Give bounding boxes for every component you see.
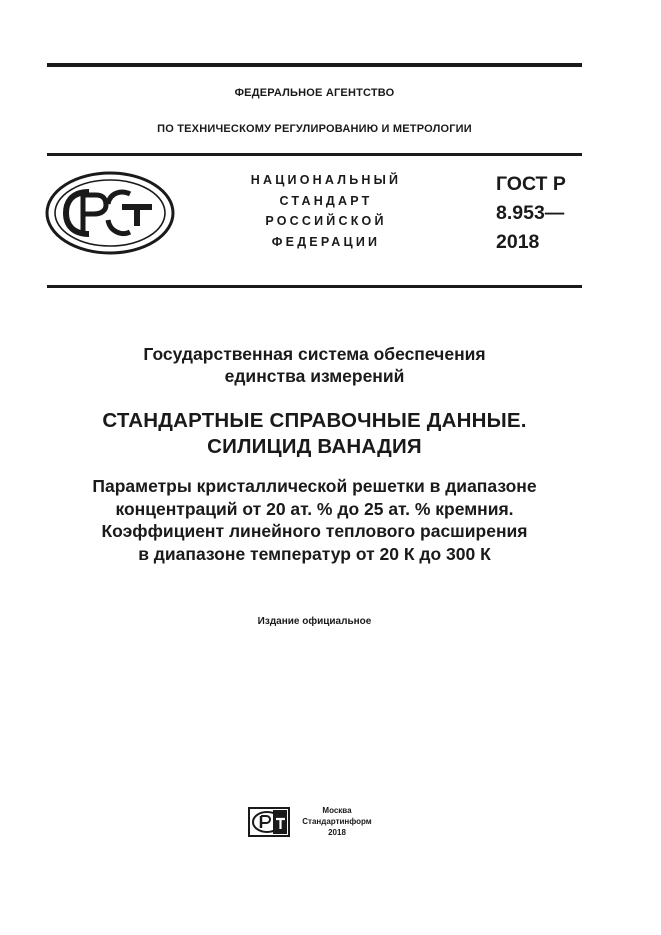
agency-name-line2: ПО ТЕХНИЧЕСКОМУ РЕГУЛИРОВАНИЮ И МЕТРОЛОГИИ bbox=[157, 123, 472, 135]
designation-line3: 2018 bbox=[496, 231, 540, 253]
main-title-line1: СТАНДАРТНЫЕ СПРАВОЧНЫЕ ДАННЫЕ. bbox=[102, 409, 527, 432]
bottom-rule bbox=[47, 285, 582, 288]
system-title bbox=[47, 343, 582, 387]
publisher-city: Москва bbox=[322, 806, 352, 815]
standard-type-line4: ФЕДЕРАЦИИ bbox=[271, 234, 381, 249]
top-rule bbox=[47, 63, 582, 67]
standard-type-label bbox=[236, 170, 416, 252]
main-title-line2: СИЛИЦИД ВАНАДИЯ bbox=[207, 435, 422, 458]
system-title-line2: единства измерений bbox=[224, 366, 405, 386]
standard-designation bbox=[496, 170, 586, 257]
subtitle-line4: в диапазоне температур от 20 К до 300 К bbox=[138, 543, 491, 564]
standard-type-line2: СТАНДАРТ bbox=[279, 193, 373, 208]
subtitle-line1: Параметры кристаллической решетки в диапазоне bbox=[92, 476, 537, 496]
system-title-line1: Государственная система обеспечения bbox=[143, 344, 486, 364]
subtitle bbox=[47, 475, 582, 565]
gost-rst-logo-icon bbox=[44, 170, 177, 256]
agency-name-line1: ФЕДЕРАЛЬНОЕ АГЕНТСТВО bbox=[234, 87, 395, 99]
edition-label: Издание официальное bbox=[257, 616, 372, 627]
subtitle-line3: Коэффициент линейного теплового расширения bbox=[101, 521, 528, 541]
standard-type-line1: НАЦИОНАЛЬНЫЙ bbox=[250, 173, 402, 187]
publisher-info bbox=[292, 805, 382, 838]
standartinform-logo-icon bbox=[248, 807, 290, 837]
middle-rule bbox=[47, 153, 582, 156]
publisher-year: 2018 bbox=[328, 828, 346, 837]
publisher-name: Стандартинформ bbox=[302, 817, 372, 826]
designation-line2: 8.953— bbox=[496, 202, 565, 224]
main-title bbox=[47, 408, 582, 460]
subtitle-line2: концентраций от 20 ат. % до 25 ат. % кремния. bbox=[115, 498, 514, 519]
designation-line1: ГОСТ Р bbox=[496, 173, 566, 195]
standard-type-line3: РОССИЙСКОЙ bbox=[265, 214, 387, 228]
